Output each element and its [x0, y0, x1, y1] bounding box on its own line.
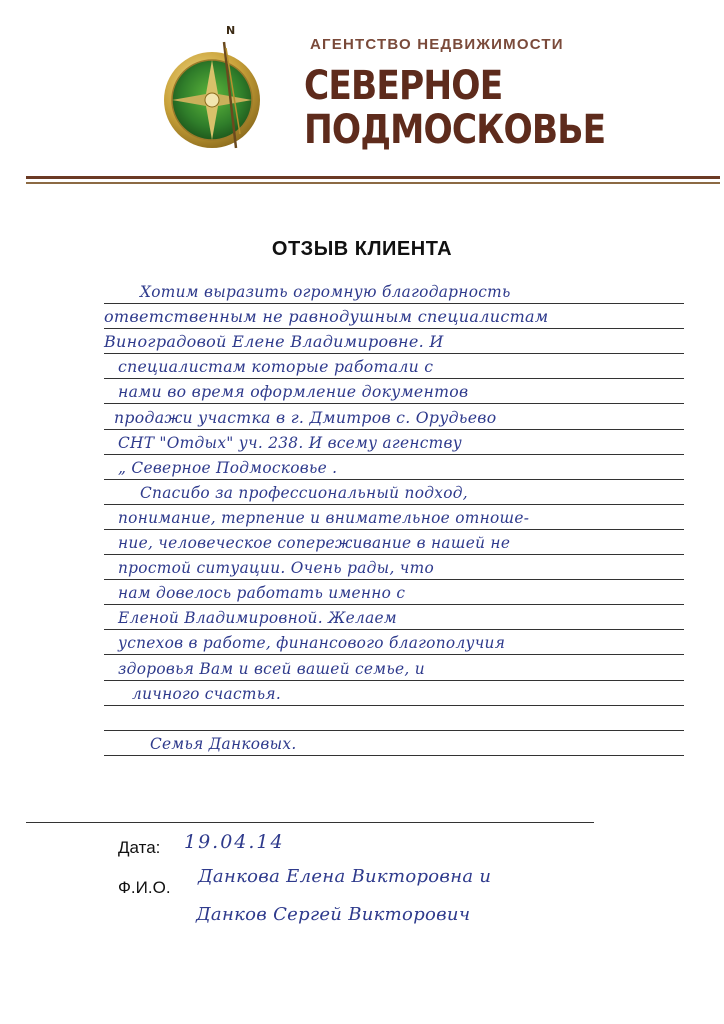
writing-line [104, 479, 684, 480]
review-line-text: СНТ "Отдых" уч. 238. И всему агенству [118, 433, 462, 452]
review-line-text: Виноградовой Елене Владимировне. И [104, 332, 444, 351]
writing-line [104, 629, 684, 630]
writing-line [104, 705, 684, 706]
date-label: Дата: [118, 838, 161, 857]
writing-line [104, 504, 684, 505]
review-line-text: специалистам которые работали с [118, 357, 434, 376]
review-line-text: Хотим выразить огромную благодарность [140, 282, 511, 301]
writing-line [104, 378, 684, 379]
date-value: 19.04.14 [184, 831, 285, 853]
agency-caption: АГЕНТСТВО НЕДВИЖИМОСТИ [310, 36, 564, 53]
review-line-text: нами во время оформление документов [118, 382, 469, 401]
review-line-text: понимание, терпение и внимательное отноше- [118, 508, 530, 527]
header-divider-thick [26, 176, 720, 179]
writing-line [104, 579, 684, 580]
writing-line [104, 429, 684, 430]
writing-line [104, 303, 684, 304]
writing-line [104, 680, 684, 681]
name-value-line-1: Данкова Елена Викторовна и [198, 866, 492, 887]
writing-line [104, 353, 684, 354]
name-label: Ф.И.О. [118, 878, 171, 897]
review-line-text: личного счастья. [132, 684, 281, 703]
compass-logo-icon [162, 22, 280, 162]
name-value-line-2: Данков Сергей Викторович [196, 904, 471, 925]
writing-line [104, 529, 684, 530]
writing-line [104, 554, 684, 555]
form-title: ОТЗЫВ КЛИЕНТА [271, 238, 453, 260]
writing-line [104, 755, 684, 756]
review-line-text: нам довелось работать именно с [118, 583, 406, 602]
writing-line [104, 654, 684, 655]
writing-line [104, 454, 684, 455]
review-line-text: Еленой Владимировной. Желаем [118, 608, 397, 627]
writing-line [104, 730, 684, 731]
review-line-text: Спасибо за профессиональный подход, [140, 483, 468, 502]
review-line-text: ответственным не равнодушным специалистам [104, 307, 549, 326]
brand-name-line-1: СЕВЕРНОЕ [304, 63, 503, 109]
header-divider-thin [26, 182, 720, 184]
review-line-text: простой ситуации. Очень рады, что [118, 558, 435, 577]
review-line-text: продажи участка в г. Дмитров с. Орудьево [114, 408, 497, 427]
brand-name-line-2: ПОДМОСКОВЬЕ [304, 107, 606, 153]
review-line-text: здоровья Вам и всей вашей семье, и [118, 659, 425, 678]
writing-line [104, 328, 684, 329]
review-line-text: ние, человеческое сопереживание в нашей не [118, 533, 511, 552]
writing-line [104, 403, 684, 404]
review-line-text: Семья Данковых. [150, 734, 297, 753]
review-end-line [26, 822, 594, 823]
compass-letter: N [226, 24, 236, 37]
review-line-text: „ Северное Подмосковье . [118, 458, 338, 477]
writing-line [104, 604, 684, 605]
review-line-text: успехов в работе, финансового благополучия [118, 633, 506, 652]
